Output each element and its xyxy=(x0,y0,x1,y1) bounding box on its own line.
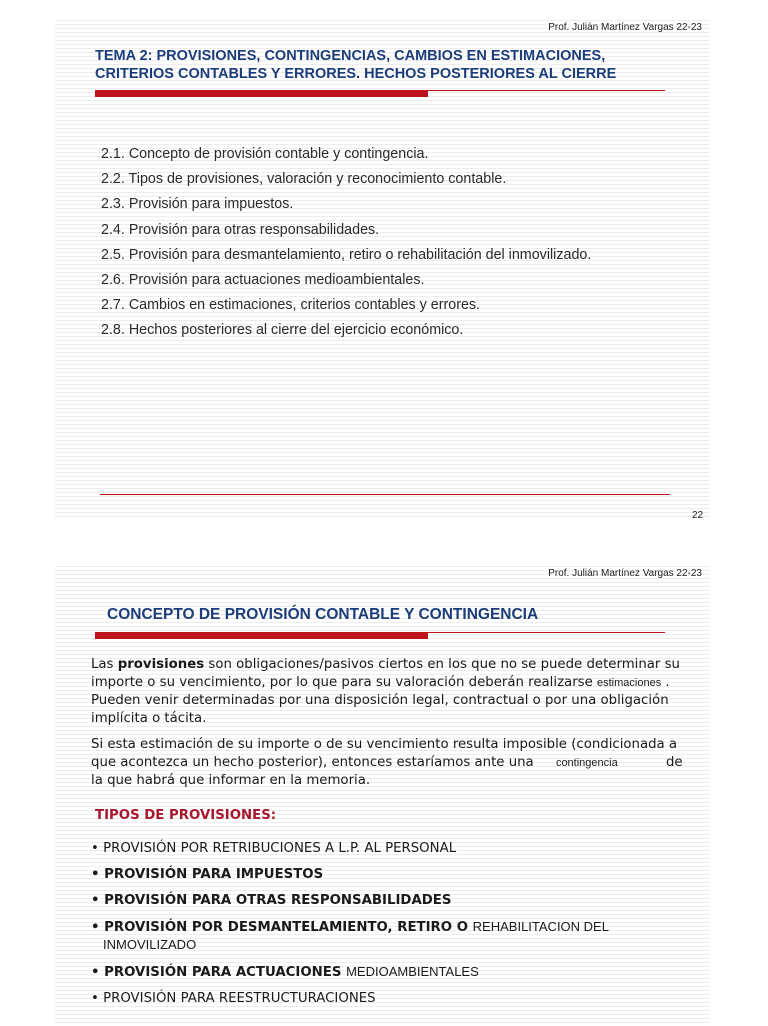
list-item xyxy=(91,862,609,888)
list-item xyxy=(91,836,609,862)
type-tail-text: REHABILITACION DEL xyxy=(472,919,609,934)
slide-1-title-line-1: TEMA 2: PROVISIONES, CONTINGENCIAS, CAMBIOS EN ESTIMACIONES, xyxy=(95,48,606,64)
list-item xyxy=(91,914,609,954)
slide-1 xyxy=(55,20,710,520)
toc-item: 2.6. Provisión para actuaciones medioambientales. xyxy=(101,272,425,289)
para1-small-term: estimaciones xyxy=(597,676,662,689)
slide-2-title: CONCEPTO DE PROVISIÓN CONTABLE Y CONTINGENCIA xyxy=(107,606,539,623)
toc-item: 2.2. Tipos de provisiones, valoración y reconocimiento contable. xyxy=(101,171,507,188)
para2-small-term: contingencia xyxy=(555,756,618,769)
page-number: 22 xyxy=(692,510,704,521)
slide-1-title-line-2: CRITERIOS CONTABLES Y ERRORES. HECHOS POSTERIORES AL CIERRE xyxy=(95,66,617,82)
paragraph-provisiones xyxy=(91,656,691,727)
slide-1-title xyxy=(95,47,695,83)
toc-item: 2.5. Provisión para desmantelamiento, retiro o rehabilitación del inmovilizado. xyxy=(101,246,592,263)
type-tail-text-line2: INMOVILIZADO xyxy=(103,937,197,952)
para1-bold-term: provisiones xyxy=(117,657,205,672)
para2-text-b: de la que habrá que informar en la memoria. xyxy=(91,754,683,788)
para1-text-a: Las xyxy=(91,657,118,672)
type-text: • PROVISIÓN PARA ACTUACIONES xyxy=(91,965,347,980)
slide-footer-line xyxy=(100,494,670,495)
title-underline-thick xyxy=(95,633,428,639)
provision-types-list xyxy=(91,836,609,1012)
list-item xyxy=(91,888,609,914)
types-heading: TIPOS DE PROVISIONES: xyxy=(95,808,277,823)
slide-2 xyxy=(55,566,710,1026)
toc-item: 2.7. Cambios en estimaciones, criterios contables y errores. xyxy=(101,297,481,314)
type-text: • PROVISIÓN PARA IMPUESTOS xyxy=(91,867,324,882)
para2-text-a: Si esta estimación de su importe o de su vencimiento resulta imposible (condicionada a que acontezca un hecho posterior), entonces estaríamos ante una xyxy=(91,737,678,770)
toc-item: 2.8. Hechos posteriores al cierre del ejercicio económico. xyxy=(101,322,464,339)
paragraph-contingencia xyxy=(91,736,691,790)
professor-header: Prof. Julián Martínez Vargas 22-23 xyxy=(548,22,702,33)
type-text: • PROVISIÓN POR RETRIBUCIONES A L.P. AL PERSONAL xyxy=(91,841,457,856)
table-of-contents xyxy=(101,142,591,344)
type-text: • PROVISIÓN PARA OTRAS RESPONSABILIDADES xyxy=(91,893,452,908)
title-underline-thick xyxy=(95,91,428,97)
para1-text-b: son obligaciones/pasivos ciertos en los que no se puede determinar su importe o su vencimiento, por lo que para su valoración deberán realizarse xyxy=(91,657,680,690)
toc-item: 2.1. Concepto de provisión contable y contingencia. xyxy=(101,146,429,162)
toc-item: 2.3. Provisión para impuestos. xyxy=(101,196,294,213)
type-text: • PROVISIÓN PARA REESTRUCTURACIONES xyxy=(91,991,376,1006)
type-tail-text: MEDIOAMBIENTALES xyxy=(346,964,479,979)
professor-header: Prof. Julián Martínez Vargas 22-23 xyxy=(548,568,702,579)
list-item xyxy=(91,959,609,986)
toc-item: 2.4. Provisión para otras responsabilidades. xyxy=(101,221,380,238)
type-text: • PROVISIÓN POR DESMANTELAMIENTO, RETIRO O xyxy=(91,920,473,935)
list-item xyxy=(91,986,609,1012)
para1-text-c: . Pueden venir determinadas por una disposición legal, contractual o por una obligación implícita o tácita. xyxy=(91,674,670,726)
